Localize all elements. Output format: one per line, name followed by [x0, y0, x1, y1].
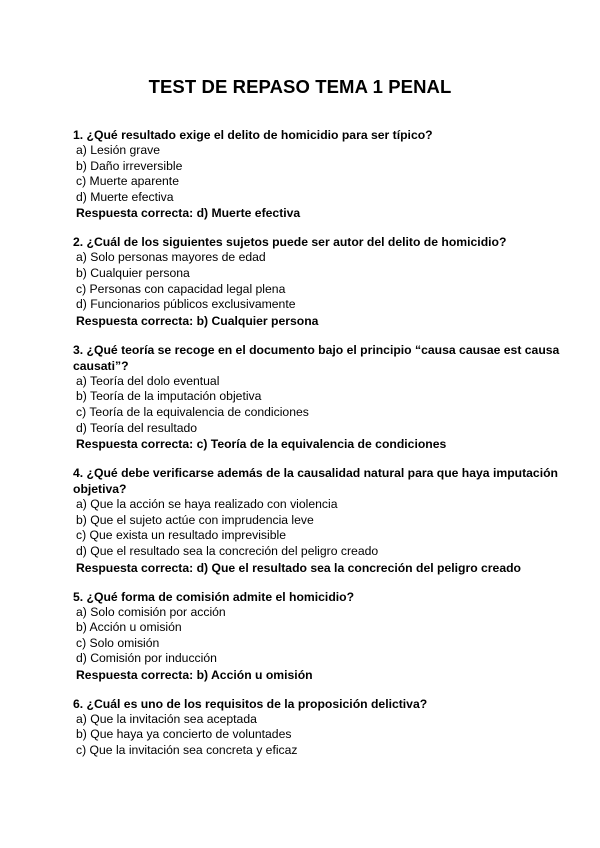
question-2 [73, 234, 563, 328]
answer-option: a) Que la acción se haya realizado con violencia [76, 497, 338, 512]
question-5 [73, 589, 563, 683]
answer-option: c) Que exista un resultado imprevisible [76, 528, 286, 543]
document-title: TEST DE REPASO TEMA 1 PENAL [148, 76, 452, 97]
question-text: 3. ¿Qué teoría se recoge en el documento bajo el principio “causa causae est causa causati”? [73, 342, 560, 373]
answer-option: c) Personas con capacidad legal plena [76, 281, 286, 296]
answer-option: d) Que el resultado sea la concreción del peligro creado [76, 543, 379, 558]
answer-option: b) Que haya ya concierto de voluntades [76, 727, 292, 742]
answer-option: b) Acción u omisión [76, 620, 182, 635]
question-list [73, 127, 563, 772]
answer-option: a) Lesión grave [76, 143, 161, 157]
question-text: 4. ¿Qué debe verificarse además de la causalidad natural para que haya imputación objetiva? [73, 466, 558, 497]
answer-option: d) Muerte efectiva [76, 189, 174, 204]
question-1 [73, 127, 563, 221]
answer-option: c) Solo omisión [76, 635, 160, 650]
answer-option: b) Cualquier persona [76, 265, 190, 280]
question-text: 1. ¿Qué resultado exige el delito de homicidio para ser típico? [73, 128, 433, 142]
answer-option: a) Que la invitación sea aceptada [76, 711, 257, 726]
answer-option: b) Teoría de la imputación objetiva [76, 389, 262, 404]
answer-option: a) Teoría del dolo eventual [76, 373, 220, 388]
correct-answer: Respuesta correcta: b) Cualquier persona [76, 313, 319, 328]
question-text: 5. ¿Qué forma de comisión admite el homicidio? [73, 589, 355, 604]
answer-option: b) Que el sujeto actúe con imprudencia leve [76, 512, 314, 527]
answer-option: d) Comisión por inducción [76, 651, 217, 666]
answer-option: a) Solo comisión por acción [76, 604, 226, 619]
question-6 [73, 696, 563, 759]
answer-option: c) Muerte aparente [76, 174, 179, 189]
answer-option: c) Que la invitación sea concreta y eficaz [76, 743, 298, 758]
correct-answer: Respuesta correcta: d) Que el resultado sea la concreción del peligro creado [76, 560, 521, 575]
answer-option: c) Teoría de la equivalencia de condiciones [76, 404, 309, 419]
question-text: 2. ¿Cuál de los siguientes sujetos puede ser autor del delito de homicidio? [73, 235, 507, 250]
correct-answer: Respuesta correcta: c) Teoría de la equivalencia de condiciones [76, 437, 447, 452]
question-4 [73, 465, 563, 575]
answer-option: a) Solo personas mayores de edad [76, 250, 266, 265]
question-text: 6. ¿Cuál es uno de los requisitos de la proposición delictiva? [73, 696, 428, 711]
question-3 [73, 342, 563, 452]
correct-answer: Respuesta correcta: d) Muerte efectiva [76, 206, 301, 221]
answer-option: d) Teoría del resultado [76, 420, 198, 435]
answer-option: b) Daño irreversible [76, 158, 183, 173]
answer-option: d) Funcionarios públicos exclusivamente [76, 297, 296, 312]
correct-answer: Respuesta correcta: b) Acción u omisión [76, 667, 313, 682]
